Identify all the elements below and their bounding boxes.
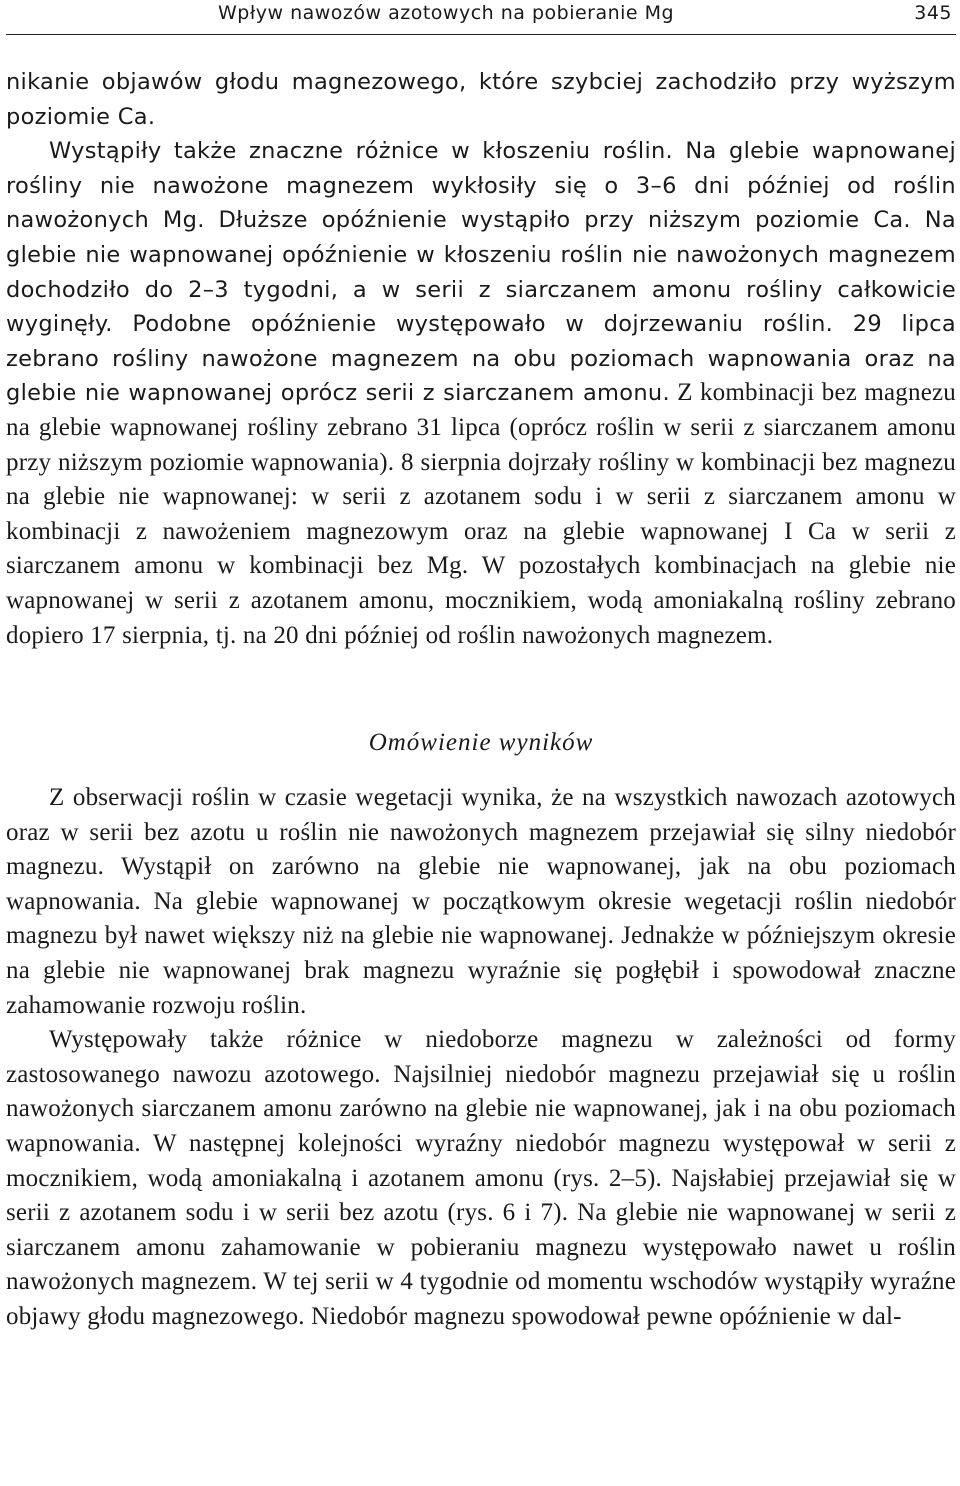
paragraph-continuation xyxy=(6,65,956,134)
body-text xyxy=(6,65,956,653)
document-page xyxy=(6,0,956,1335)
running-title: Wpływ nawozów azotowych na pobieranie Mg xyxy=(218,2,675,24)
text-segment: Wystąpiły także znaczne różnice w kłoszeniu roślin. Na glebie wapnowanej rośliny nie nawożone magnezem wykłosiły się o 3–6 dni później od roślin nawożonych Mg. Dłuższe opóźnienie wystąpiło przy niższym poziomie Ca. Na glebie nie wapnowanej opóźnienie w kłoszeniu roślin nie nawożonych magnezem dochodziło do 2–3 tygodni, a w serii z siarczanem amonu rośliny całkowicie wyginęły. Podobne opóźnienie występowało w dojrzewaniu roślin. 29 lipca zebrano rośliny nawożone magnezem na obu poziomach wapnowania oraz na glebie nie wapnowanej oprócz serii z siarczanem amonu. xyxy=(6,138,956,407)
text-segment: Z kombinacji bez magnezu na glebie wapnowanej rośliny zebrano 31 lipca (oprócz roślin w serii z siarczanem amonu przy niższym poziomie wapnowania). 8 sierpnia dojrzały rośliny w kombinacji bez magnezu na glebie nie wapnowanej: w serii z azotanem sodu i w serii z siarczanem amonu w kombinacji z nawożeniem magnezowym oraz na glebie wapnowanej I Ca w serii z siarczanem amonu w kombinacji bez Mg. W pozostałych kombinacjach na glebie nie wapnowanej w serii z azotanem amonu, mocznikiem, wodą amoniakalną rośliny zebrano dopiero 17 sierpnia, tj. na 20 dni później od roślin nawożonych magnezem. xyxy=(6,379,956,649)
section-heading: Omówienie wyników xyxy=(368,729,594,757)
paragraph: Występowały także różnice w niedoborze magnezu w zależności od formy zastosowanego nawozu azotowego. Najsilniej niedobór magnezu przejawiał się u roślin nawożonych siarczanem amonu zarówno na glebie nie wapnowanej, jak i na obu poziomach wapnowania. W następnej kolejności wyraźny niedobór magnezu występował w serii z mocznikiem, wodą amoniakalną i azotanem amonu (rys. 2–5). Najsłabiej przejawiał się w serii z azotanem sodu i w serii bez azotu (rys. 6 i 7). Na glebie nie wapnowanej w serii z siarczanem amonu zahamowanie w pobieraniu magnezu występowało nawet u roślin nawożonych magnezem. W tej serii w 4 tygodnie od momentu wschodów wystąpiły wyraźne objawy głodu magnezowego. Niedobór magnezu spowodował pewne opóźnienie w dal- xyxy=(6,1026,956,1330)
paragraph xyxy=(6,134,956,653)
page-number: 345 xyxy=(914,2,952,24)
section-body xyxy=(6,781,956,1335)
text-segment: nikanie objawów głodu magnezowego, które szybciej zachodziło przy wyższym poziomie Ca. xyxy=(6,69,956,130)
running-header xyxy=(6,0,956,35)
paragraph: Z obserwacji roślin w czasie wegetacji wynika, że na wszystkich nawozach azotowych oraz w serii bez azotu u roślin nie nawożonych magnezem przejawiał się silny niedobór magnezu. Wystąpił on zarówno na glebie nie wapnowanej, jak na obu poziomach wapnowania. Na glebie wapnowanej w początkowym okresie wegetacji roślin niedobór magnezu był nawet większy niż na glebie nie wapnowanej. Jednakże w późniejszym okresie na glebie nie wapnowanej brak magnezu wyraźnie się pogłębił i spowodował znaczne zahamowanie rozwoju roślin. xyxy=(6,784,956,1019)
